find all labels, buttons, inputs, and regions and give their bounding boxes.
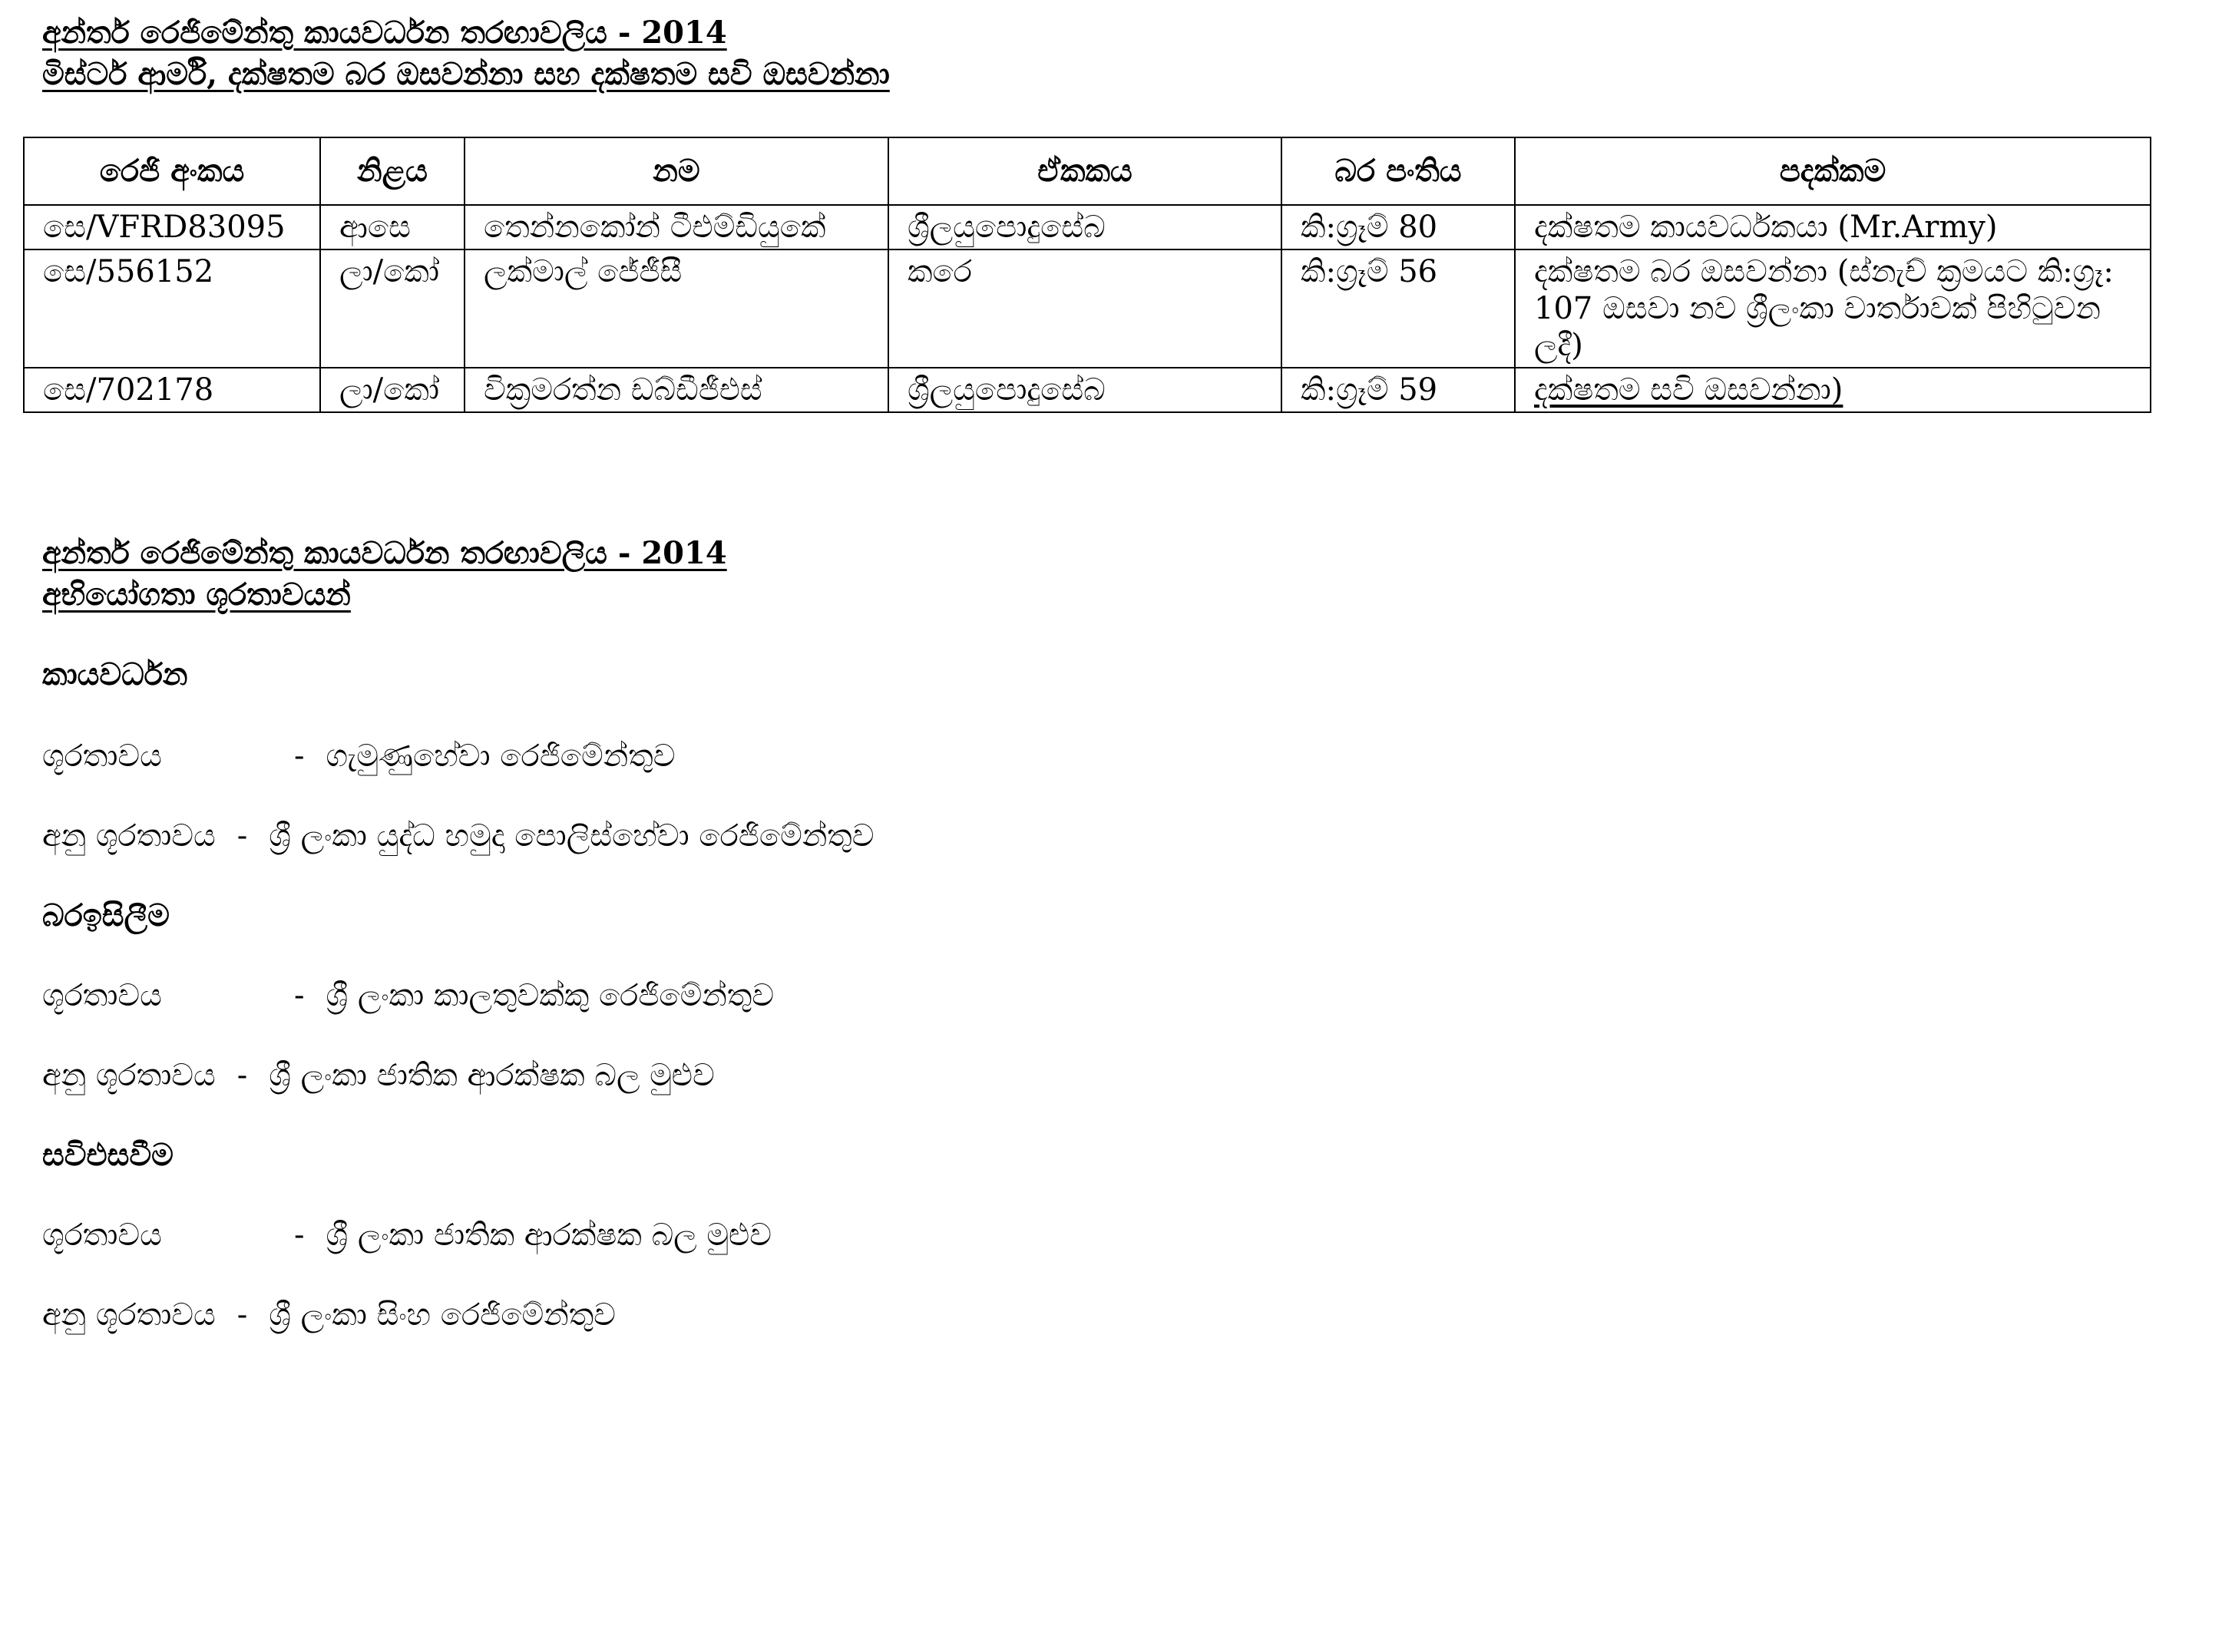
cell-rank: ලා/කෝ — [320, 368, 465, 412]
section-heading-bodybuilding: කායවර්ධන — [42, 656, 188, 692]
runnerup-label: අනු ශූරතාවය — [42, 1297, 216, 1333]
cell-medal: දක්ෂතම සවි ඔසවන්නා) — [1515, 368, 2151, 412]
header-name: නම — [465, 137, 888, 205]
cell-rank: ආසෙ — [320, 205, 465, 249]
champion-label: ශූරතාවය — [42, 738, 162, 774]
table-row — [24, 249, 2151, 368]
runnerup-label: අනු ශූරතාවය — [42, 1058, 216, 1093]
cell-weight-class: කි:ග්‍රෑම් 80 — [1281, 205, 1515, 249]
champion-entry — [42, 1214, 772, 1256]
separator-dash: - — [236, 1297, 248, 1333]
champion-name: ගැමුණුහේවා රෙජිමේන්තුව — [326, 738, 676, 774]
table-row — [24, 205, 2151, 249]
header-regiment-number: රෙජි අංකය — [24, 137, 320, 205]
table-row — [24, 368, 2151, 412]
document-subtitle: මිස්ටර් ආර්මි, දක්ෂතම බර ඔසවන්නා සහ දක්ෂතම සවි ඔසවන්නා — [42, 56, 890, 92]
runnerup-label: අනු ශූරතාවය — [42, 818, 216, 854]
separator-dash: - — [236, 1058, 248, 1093]
cell-regiment-number: සෙ/702178 — [24, 368, 320, 412]
section-heading-weightlifting: බරඉසිලීම — [42, 897, 170, 933]
table-header-row — [24, 137, 2151, 205]
champion-name: ශ්‍රී ලංකා ජාතික ආරක්ෂක බල මුළුව — [326, 1218, 772, 1253]
runnerup-entry — [42, 815, 875, 857]
document-title: අන්තර් රෙජිමේන්තු කායවර්ධන තරඟාවලිය - 2014 — [42, 15, 727, 51]
cell-regiment-number: සෙ/VFRD83095 — [24, 205, 320, 249]
runnerup-entry — [42, 1294, 616, 1336]
challenge-subtitle: අභියෝගතා ශූරතාවයන් — [42, 577, 351, 613]
separator-dash: - — [294, 1218, 305, 1253]
cell-weight-class: කි:ග්‍රෑම් 59 — [1281, 368, 1515, 412]
header-medal: පදක්කම — [1515, 137, 2151, 205]
cell-name: ලක්මාල් ජේජීසී — [465, 249, 888, 368]
runnerup-name: ශ්‍රී ලංකා ජාතික ආරක්ෂක බල මුළුව — [269, 1058, 715, 1093]
cell-regiment-number: සෙ/556152 — [24, 249, 320, 368]
separator-dash: - — [236, 818, 248, 854]
header-unit: ඒකකය — [888, 137, 1281, 205]
cell-medal: දක්ෂතම කායවර්ධකයා (Mr.Army) — [1515, 205, 2151, 249]
challenge-title: අන්තර් රෙජිමේන්තු කායවර්ධන තරඟාවලිය - 2014 — [42, 535, 727, 571]
cell-medal: දක්ෂතම බර ඔසවන්නා (ස්නැච් ක්‍රමයට කි:ග්‍රෑ: 107 ඔසවා නව ශ්‍රීලංකා වාර්තාවක් පිහිටුවන ලදී) — [1515, 249, 2151, 368]
cell-name: වික්‍රමරත්න ඩබ්ඩීජීඑස් — [465, 368, 888, 412]
cell-name: තෙන්නකෝන් ටීඑම්ඩියුකේ — [465, 205, 888, 249]
section-heading-powerlifting: සවිඑසවීම — [42, 1137, 174, 1173]
runnerup-name: ශ්‍රී ලංකා යුද්ධ හමුදා පොලිස්හේවා රෙජිමේන්තුව — [269, 818, 875, 854]
header-rank: නිළය — [320, 137, 465, 205]
cell-rank: ලා/කෝ — [320, 249, 465, 368]
champion-entry — [42, 975, 774, 1016]
champion-label: ශූරතාවය — [42, 978, 162, 1013]
header-weight-class: බර පංතිය — [1281, 137, 1515, 205]
cell-unit: ශ්‍රීලයුපොදුසේබ — [888, 368, 1281, 412]
runnerup-entry — [42, 1055, 715, 1096]
cell-unit: ශ්‍රීලයුපොදුසේබ — [888, 205, 1281, 249]
champion-entry — [42, 735, 676, 777]
results-table — [23, 137, 2151, 413]
runnerup-name: ශ්‍රී ලංකා සිංහ රෙජිමේන්තුව — [269, 1297, 616, 1333]
cell-weight-class: කි:ග්‍රෑම් 56 — [1281, 249, 1515, 368]
cell-unit: කරෙ — [888, 249, 1281, 368]
separator-dash: - — [294, 738, 305, 774]
champion-name: ශ්‍රී ලංකා කාලතුවක්කු රෙජිමේන්තුව — [326, 978, 775, 1013]
separator-dash: - — [294, 978, 305, 1013]
champion-label: ශූරතාවය — [42, 1218, 162, 1253]
